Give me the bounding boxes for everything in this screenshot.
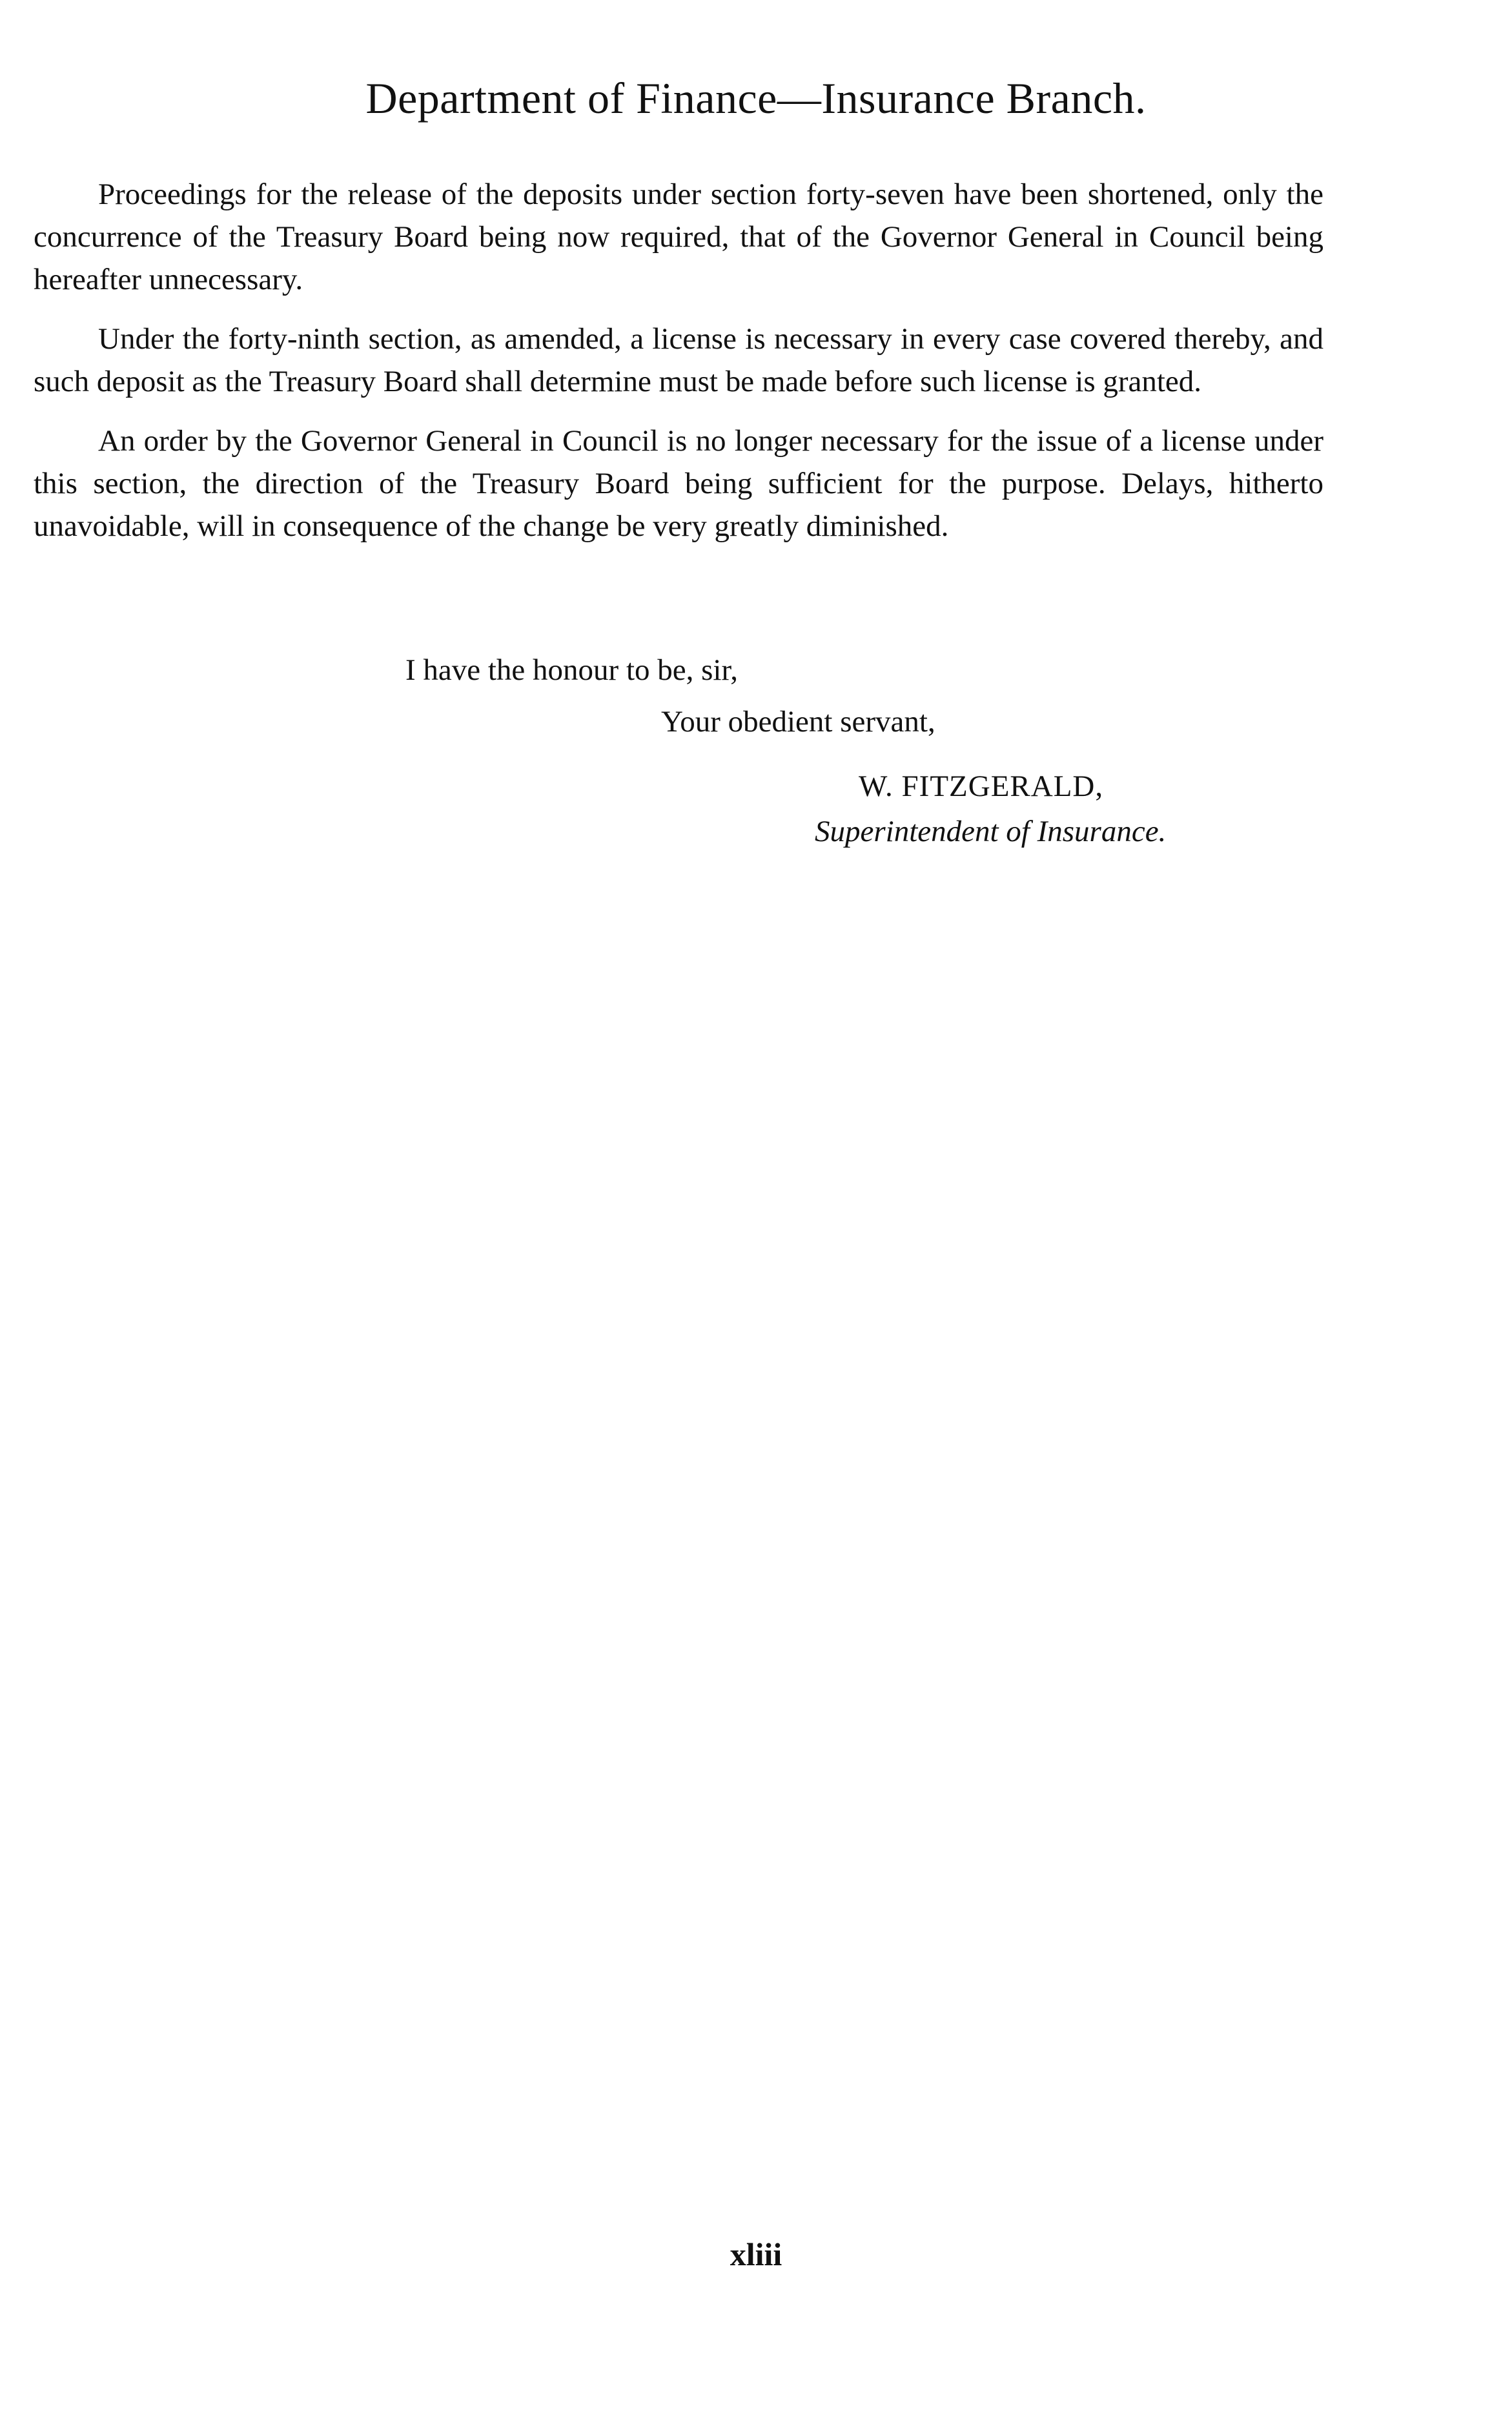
paragraph-license-deposit: Under the forty-ninth section, as amended, a license is necessary in every case covered thereby, and such deposit as the Treasury Board shall determine must be made before such license is granted. [34,322,1323,398]
paragraph-deposits-release: Proceedings for the release of the deposits under section forty-seven have been shortened, only the concurrence of the Treasury Board being now required, that of the Governor General in Council being hereafter unnecessary. [34,178,1323,296]
paragraph-order-governor: An order by the Governor General in Council is no longer necessary for the issue of a license under this section, the direction of the Treasury Board being sufficient for the purpose. Delays, hitherto unavoidable, will in consequence of the change be very greatly diminished. [34,424,1323,543]
signature-title: Superintendent of Insurance. [815,815,1167,848]
body-text [34,173,1323,564]
closing-line-honour: I have the honour to be, sir, [405,653,738,687]
signature-name: W. FITZGERALD, [859,770,1104,803]
closing-line-servant: Your obedient servant, [661,705,935,739]
page-title: Department of Finance—Insurance Branch. [365,74,1147,123]
page-number: xliii [730,2236,782,2272]
